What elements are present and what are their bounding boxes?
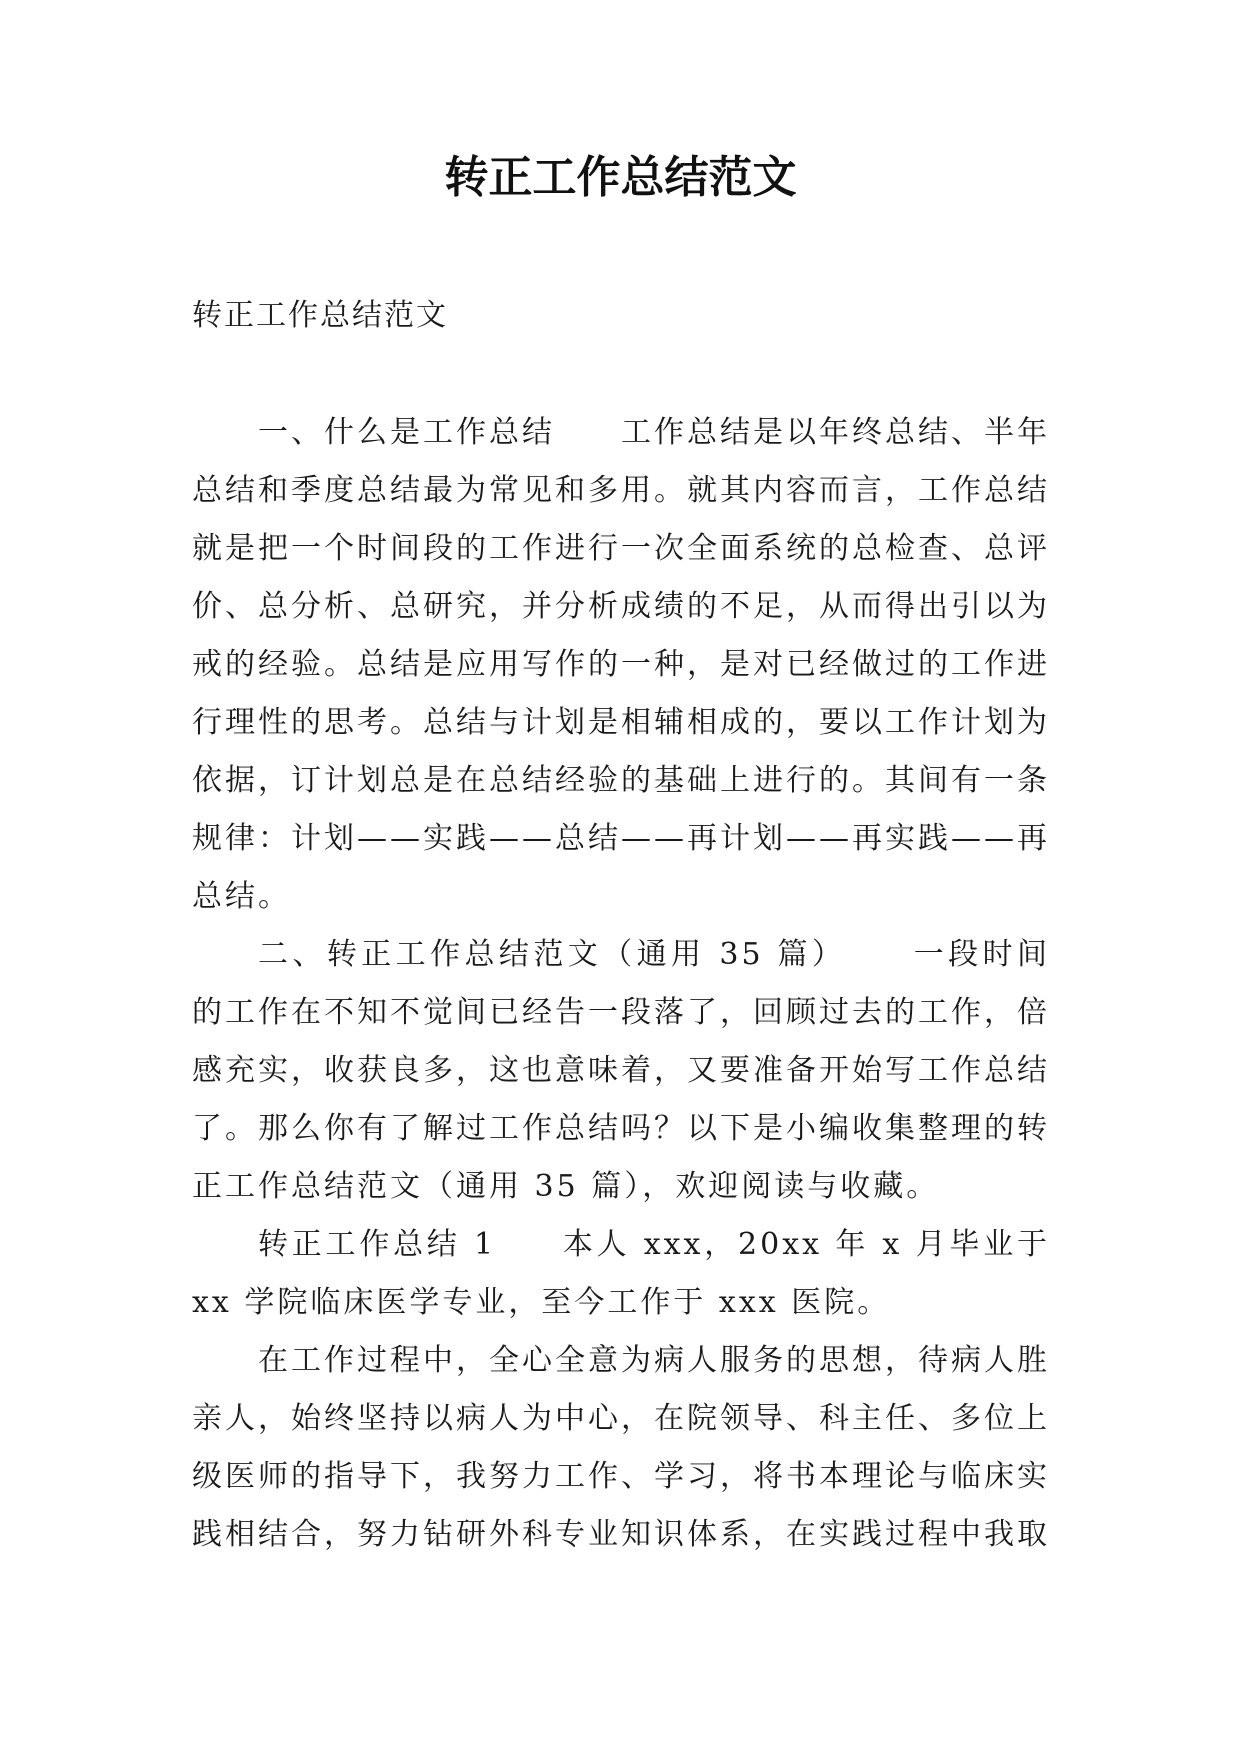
paragraph-text: 一段时间的工作在不知不觉间已经告一段落了，回顾过去的工作，倍感充实，收获良多，这也意味着，又要准备开始写工作总结了。那么你有了解过工作总结吗？以下是小编收集整理的转正工作总结范文（通用 35 篇），欢迎阅读与收藏。: [192, 937, 1051, 1204]
paragraph-heading: 转正工作总结 1: [258, 1227, 497, 1262]
paragraph-text: 在工作过程中，全心全意为病人服务的思想，待病人胜亲人，始终坚持以病人为中心，在院领导、科主任、多位上级医师的指导下，我努力工作、学习，将书本理论与临床实践相结合，努力钻研外科专业知识体系，在实践过程中我取: [192, 1343, 1050, 1552]
document-body: [192, 404, 1050, 1564]
document-subtitle: 转正工作总结范文: [192, 298, 448, 333]
paragraph-text: 工作总结是以年终总结、半年总结和季度总结最为常见和多用。就其内容而言，工作总结就是把一个时间段的工作进行一次全面系统的总检查、总评价、总分析、总研究，并分析成绩的不足，从而得出引以为戒的经验。总结是应用写作的一种，是对已经做过的工作进行理性的思考。总结与计划是相辅相成的，要以工作计划为依据，订计划总是在总结经验的基础上进行的。其间有一条规律：计划——实践——总结——再计划——再实践——再总结。: [192, 415, 1050, 914]
paragraph-heading: 二、转正工作总结范文（通用 35 篇）: [258, 937, 847, 972]
paragraph-heading: 一、什么是工作总结: [258, 415, 555, 450]
paragraph-text: 本人 xxx，20xx 年 x 月毕业于 xx 学院临床医学专业，至今工作于 xxx 医院。: [192, 1227, 1050, 1320]
paragraph-what-is-summary: [192, 404, 1050, 926]
paragraph-sample-intro: [192, 926, 1050, 1216]
document-title: 转正工作总结范文: [444, 152, 797, 203]
paragraph-work-process: [192, 1332, 1050, 1564]
paragraph-sample-1: [192, 1216, 1050, 1332]
